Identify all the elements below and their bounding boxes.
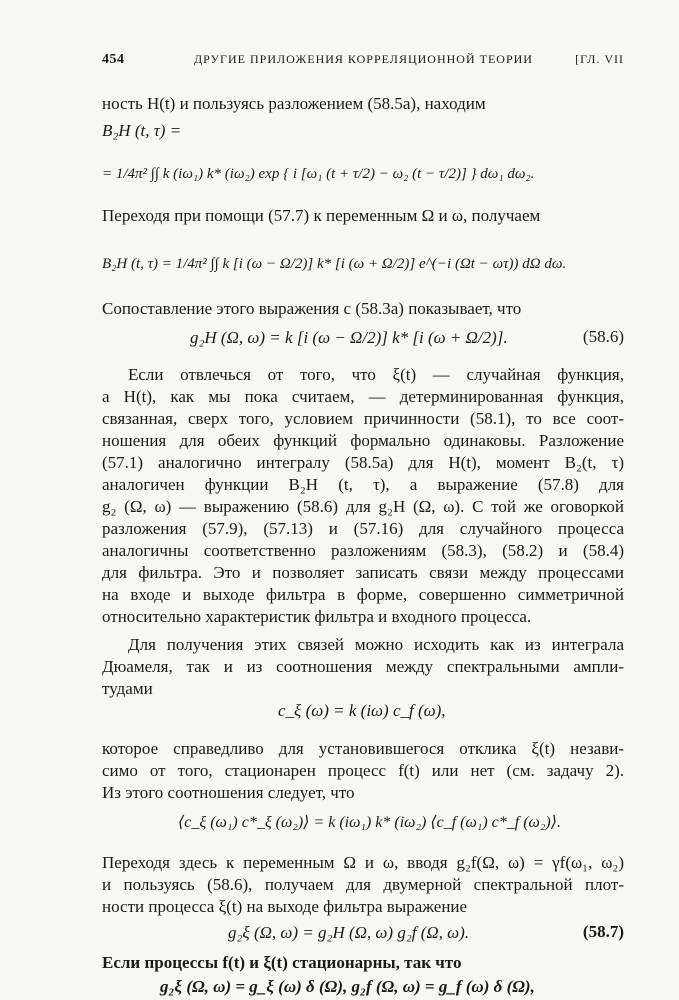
paragraph-line: на входе и выходе фильтра в форме, совершенно симметричной [102, 585, 624, 604]
paragraph-line: (57.1) аналогично интегралу (58.5а) для H(t), момент B₂(t, τ) [102, 453, 624, 472]
paragraph-line: симо от того, стационарен процесс f(t) или нет (см. задачу 2). [102, 761, 624, 780]
equation-number: (58.7) [582, 922, 624, 941]
running-header [102, 52, 624, 76]
equation-stationary: g₂ξ (Ω, ω) = g_ξ (ω) δ (Ω), g₂f (Ω, ω) = g_f (ω) δ (Ω), [160, 977, 535, 996]
paragraph-line: Переходя здесь к переменным Ω и ω, вводя g₂f(Ω, ω) = γf(ω₁, ω₂) [102, 853, 624, 872]
text-line: Переходя при помощи (57.7) к переменным Ω и ω, получаем [102, 206, 541, 225]
text-line: ность H(t) и пользуясь разложением (58.5а), находим [102, 94, 486, 113]
equation-58-7: g₂ξ (Ω, ω) = g₂H (Ω, ω) g₂f (Ω, ω). [228, 923, 470, 942]
equation-58-6: g₂H (Ω, ω) = k [i (ω − Ω/2)] k* [i (ω + Ω/2)]. [190, 328, 508, 347]
text-line: Если процессы f(t) и ξ(t) стационарны, так что [102, 953, 462, 972]
running-title: ДРУГИЕ ПРИЛОЖЕНИЯ КОРРЕЛЯЦИОННОЙ ТЕОРИИ [194, 52, 533, 66]
paragraph-line: Из этого соотношения следует, что [102, 783, 355, 802]
paragraph-line: аналогичен функции B₂H (t, τ), а выражение (57.8) для [102, 475, 624, 494]
paragraph-line: которое справедливо для установившегося отклика ξ(t) незави- [102, 739, 624, 758]
paragraph-line: Если отвлечься от того, что ξ(t) — случайная функция, [128, 365, 624, 384]
paragraph-line: Для получения этих связей можно исходить как из интеграла [128, 635, 624, 654]
paragraph-line: тудами [102, 679, 153, 698]
paragraph-line: аналогичны соответственно разложениям (58.3), (58.2) и (58.4) [102, 541, 624, 560]
equation-spectral-amplitudes: c_ξ (ω) = k (iω) c_f (ω), [278, 701, 446, 720]
text-line: Сопоставление этого выражения с (58.3а) показывает, что [102, 299, 522, 318]
page-number: 454 [102, 52, 125, 67]
paragraph-line: разложения (57.9), (57.13) и (57.16) для случайного процесса [102, 519, 624, 538]
paragraph-line: ности процесса ξ(t) на выходе фильтра выражение [102, 897, 468, 916]
paragraph-line: ношения для обеих функций формально одинаковы. Разложение [102, 431, 624, 450]
paragraph-line: относительно характеристик фильтра и входного процесса. [102, 607, 532, 626]
paragraph-line: g₂ (Ω, ω) — выражению (58.6) для g₂H (Ω, ω). С той же оговоркой [102, 497, 624, 516]
equation-lhs: B₂H (t, τ) = [102, 121, 182, 140]
chapter-label: [ГЛ. VII [575, 52, 624, 66]
equation-1: = 1/4π² ∫∫ k (iω₁) k* (iω₂) exp { i [ω₁ (t + τ/2) − ω₂ (t − τ/2)] } dω₁ dω₂. [102, 166, 535, 182]
paragraph-line: для фильтра. Это и позволяет записать связи между процессами [102, 563, 624, 582]
paragraph-line: и пользуясь (58.6), получаем для двумерной спектральной плот- [102, 875, 624, 894]
paragraph-line: Дюамеля, так и из соотношения между спектральными ампли- [102, 657, 624, 676]
equation-number: (58.6) [582, 327, 624, 346]
equation-correlation: ⟨c_ξ (ω₁) c*_ξ (ω₂)⟩ = k (iω₁) k* (iω₂) ⟨c_f (ω₁) c*_f (ω₂)⟩. [178, 814, 561, 831]
paragraph-line: а H(t), как мы пока считаем, — детерминированная функция, [102, 387, 624, 406]
equation-2: B₂H (t, τ) = 1/4π² ∫∫ k [i (ω − Ω/2)] k* [i (ω + Ω/2)] e^(−i (Ωt − ωτ)) dΩ dω. [102, 256, 567, 272]
paragraph-line: связанная, сверх того, условием причинности (58.1), то все соот- [102, 409, 624, 428]
